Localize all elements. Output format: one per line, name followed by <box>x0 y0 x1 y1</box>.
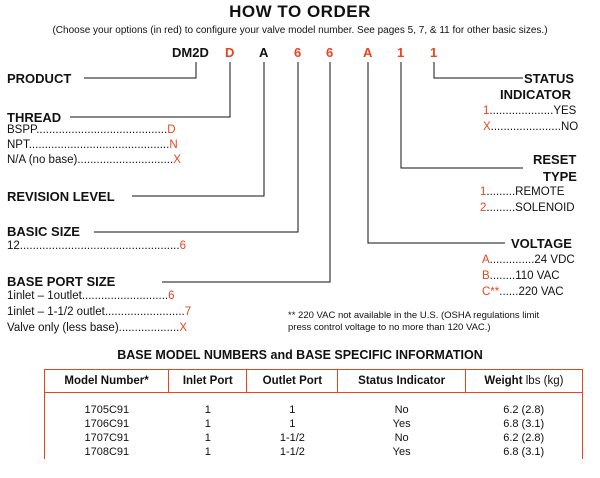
line-status <box>434 62 523 78</box>
voltage-option-c: C**......220 VAC <box>482 286 564 298</box>
thread-option-bspp: BSPP.........................................D <box>7 124 176 136</box>
code-reset: 1 <box>397 45 405 60</box>
status-option-no: X......................NO <box>483 121 579 133</box>
cell-weight: 6.2 (2.8) <box>503 404 545 416</box>
cell-outlet: 1 <box>289 404 296 416</box>
col-weight: Weight lbs (kg) <box>465 370 582 393</box>
cell-outlet: 1-1/2 <box>279 432 305 444</box>
code-thread: D <box>225 45 235 60</box>
cell-model: 1706C91 <box>84 418 130 430</box>
cell-status: No <box>394 404 409 416</box>
base-model-table <box>44 369 583 459</box>
basic-size-heading: BASIC SIZE <box>7 224 80 239</box>
table-title: BASE MODEL NUMBERS and BASE SPECIFIC INFORMATION <box>117 348 483 362</box>
col-status-indicator: Status Indicator <box>338 370 466 393</box>
cell-inlet: 1 <box>204 432 211 444</box>
cell-model: 1705C91 <box>84 404 130 416</box>
code-status: 1 <box>430 45 438 60</box>
note-line-2: press control voltage to no more than 120 VAC.) <box>288 322 491 333</box>
table-row <box>45 393 583 418</box>
cell-inlet: 1 <box>204 446 211 458</box>
cell-model: 1707C91 <box>84 432 130 444</box>
cell-inlet: 1 <box>204 418 211 430</box>
base-port-option-1: 1inlet – 1outlet...........................6 <box>7 290 175 302</box>
cell-model: 1708C91 <box>84 446 130 458</box>
thread-option-na: N/A (no base)..............................X <box>7 154 181 166</box>
page-subtitle: (Choose your options (in red) to configure your valve model number. See pages 5, 7, & 11 for other basic sizes.) <box>52 25 548 36</box>
cell-outlet: 1-1/2 <box>279 446 305 458</box>
basic-size-option: 12..................................................6 <box>7 240 186 252</box>
revision-heading: REVISION LEVEL <box>7 189 115 204</box>
thread-heading: THREAD <box>7 110 62 125</box>
note-line-1: ** 220 VAC not available in the U.S. (OSHA regulations limit <box>288 310 540 321</box>
line-voltage <box>368 62 505 243</box>
cell-status: Yes <box>392 418 411 430</box>
col-model-number: Model Number* <box>45 370 169 393</box>
reset-heading-line2: TYPE <box>543 169 577 184</box>
thread-option-npt: NPT............................................N <box>7 139 178 151</box>
table-row <box>45 417 583 431</box>
cell-inlet: 1 <box>204 404 211 416</box>
cell-status: Yes <box>392 446 411 458</box>
status-heading-line1: STATUS <box>524 71 575 86</box>
col-inlet-port: Inlet Port <box>169 370 247 393</box>
base-port-option-3: Valve only (less base)...................X <box>7 322 188 334</box>
product-heading: PRODUCT <box>7 71 72 86</box>
line-product <box>84 62 196 78</box>
reset-option-remote: 1.........REMOTE <box>480 186 565 198</box>
cell-outlet: 1 <box>289 418 296 430</box>
line-base-port <box>162 62 330 282</box>
table-row <box>45 445 583 459</box>
model-code-prefix: DM2D <box>172 45 209 60</box>
page-title: HOW TO ORDER <box>229 2 371 21</box>
cell-weight: 6.8 (3.1) <box>503 418 545 430</box>
code-revision: A <box>259 45 269 60</box>
voltage-option-b: B........110 VAC <box>482 270 560 282</box>
reset-option-solenoid: 2.........SOLENOID <box>480 202 575 214</box>
voltage-heading: VOLTAGE <box>511 236 572 251</box>
code-basic-size: 6 <box>294 45 302 60</box>
cell-status: No <box>394 432 409 444</box>
table-row <box>45 431 583 445</box>
reset-heading-line1: RESET <box>533 152 577 167</box>
base-port-heading: BASE PORT SIZE <box>7 274 116 289</box>
col-outlet-port: Outlet Port <box>247 370 338 393</box>
line-thread <box>70 62 230 117</box>
base-port-option-2: 1inlet – 1-1/2 outlet.........................7 <box>7 306 192 318</box>
status-heading-line2: INDICATOR <box>500 87 572 102</box>
status-option-yes: 1....................YES <box>483 105 577 117</box>
cell-weight: 6.8 (3.1) <box>503 446 545 458</box>
voltage-option-a: A..............24 VDC <box>482 254 575 266</box>
cell-weight: 6.2 (2.8) <box>503 432 545 444</box>
code-base-port: 6 <box>326 45 334 60</box>
code-voltage: A <box>363 45 373 60</box>
